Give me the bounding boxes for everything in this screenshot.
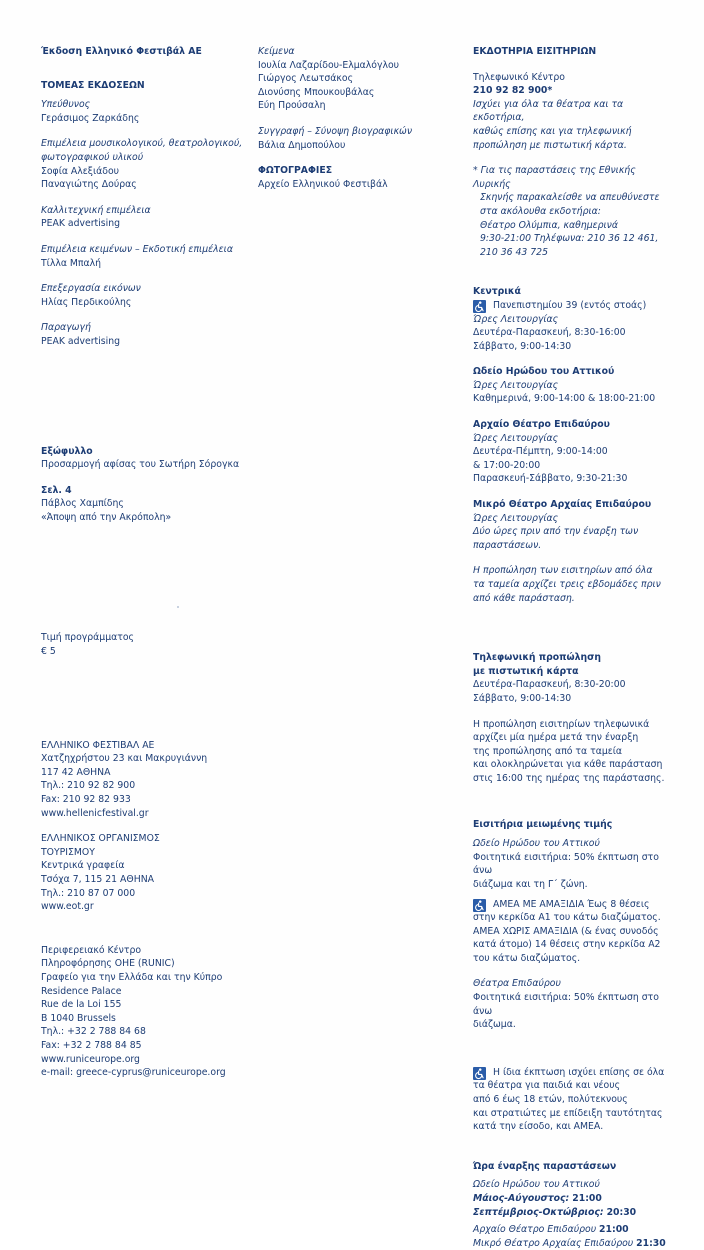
hours-line: Δευτέρα-Παρασκευή, 8:30-16:00 xyxy=(473,327,626,339)
venue-name: Ωδείο Ηρώδου του Αττικού xyxy=(473,838,600,850)
note-line: από κάθε παράσταση. xyxy=(473,592,575,604)
person-name: Παναγιώτης Δούρας xyxy=(41,179,137,191)
org-website[interactable]: www.hellenicfestival.gr xyxy=(41,807,149,819)
org-phone: Τηλ.: 210 92 82 900 xyxy=(41,780,136,792)
price-label: Τιμή προγράμματος xyxy=(41,632,135,644)
page-speck xyxy=(177,606,179,608)
venue-title: Κεντρικά xyxy=(473,286,521,298)
org-address-line: 117 42 ΑΘΗΝΑ xyxy=(41,766,111,778)
org-line: Πληροφόρησης ΟΗΕ (RUNIC) xyxy=(41,958,175,970)
note-line: τα ταμεία αρχίζει τρεις εβδομάδες πριν xyxy=(473,579,661,590)
hours-line: Καθημερινά, 9:00-14:00 & 18:00-21:00 xyxy=(473,393,656,405)
season-time: 20:30 xyxy=(606,1206,637,1218)
phone-presale-block xyxy=(473,651,673,705)
credit-block-editing xyxy=(41,243,246,270)
phone-center-block xyxy=(473,71,673,153)
start-time-row xyxy=(473,1237,673,1250)
page-reference-title: Σελ. 4 xyxy=(41,484,72,496)
season-label: Μάιος-Αύγουστος: xyxy=(473,1193,570,1204)
note-line: Θέατρο Ολύμπια, καθημερινά xyxy=(480,219,619,231)
discount-line: από 6 έως 18 ετών, πολύτεκνους xyxy=(473,1094,628,1106)
person-name: Γεράσιμος Ζαρκάδης xyxy=(41,112,140,124)
start-time-row xyxy=(473,1223,673,1237)
org-phone: Τηλ.: 210 87 07 000 xyxy=(41,887,136,899)
wheelchair-icon xyxy=(473,899,486,912)
cover-title: Εξώφυλλο xyxy=(41,445,93,457)
person-name: Ηλίας Περδικούλης xyxy=(41,296,132,308)
amea-line: κατά άτομο) 14 θέσεις στην κερκίδα Α2 xyxy=(473,939,661,951)
column-credits xyxy=(41,45,246,1092)
role-label-line2: φωτογραφικού υλικού xyxy=(41,151,144,163)
venue-name: Μικρό Θέατρο Αρχαίας Επιδαύρου xyxy=(473,1237,634,1249)
credit-block-material xyxy=(41,137,246,191)
credit-block-image-processing xyxy=(41,282,246,309)
role-label: Υπεύθυνος xyxy=(41,99,91,111)
cover-text: Προσαρμογή αφίσας του Σωτήρη Σόρογκα xyxy=(41,459,240,471)
person-name: Σοφία Αλεξιάδου xyxy=(41,165,120,177)
amea-block xyxy=(473,898,673,966)
credit-block-production xyxy=(41,321,246,348)
amea-row xyxy=(473,898,673,912)
org-name-line1: ΕΛΛΗΝΙΚΟΣ ΟΡΓΑΝΙΣΜΟΣ xyxy=(41,833,160,845)
note-line: Σκηνής παρακαλείσθε να απευθύνεστε xyxy=(480,192,660,204)
lyric-scene-note xyxy=(473,164,673,259)
texts-block xyxy=(258,45,448,113)
credit-block-art-direction xyxy=(41,204,246,231)
person-name: PEAK advertising xyxy=(41,335,120,347)
phone-center-number: 210 92 82 900* xyxy=(473,85,553,97)
texts-title: Κείμενα xyxy=(258,46,295,57)
cover-block xyxy=(41,445,246,472)
discount-line: διάζωμα και τη Γ΄ ζώνη. xyxy=(473,878,588,890)
start-time-row xyxy=(473,1206,673,1220)
reduced-price-section xyxy=(473,818,673,892)
discount-line: Φοιτητικά εισιτήρια: 50% έκπτωση στο άνω xyxy=(473,851,659,877)
venue-title: Αρχαίο Θέατρο Επιδαύρου xyxy=(473,419,610,431)
org-email[interactable]: e-mail: greece-cyprus@runiceurope.org xyxy=(41,1067,226,1079)
box-office-title: ΕΚΔΟΤΗΡΙΑ ΕΙΣΙΤΗΡΙΩΝ xyxy=(473,46,597,57)
photographs-title: ΦΩΤΟΓΡΑΦΙΕΣ xyxy=(258,165,333,177)
phone-note-line: Ισχύει για όλα τα θέατρα και τα εκδοτήρια, xyxy=(473,98,624,124)
hours-label: Ώρες Λειτουργίας xyxy=(473,313,559,325)
accessibility-row xyxy=(473,299,673,313)
hours-line: Δευτέρα-Πέμπτη, 9:00-14:00 xyxy=(473,446,608,458)
reduced-price-title: Εισιτήρια μειωμένης τιμής xyxy=(473,818,613,830)
venue-irodio xyxy=(473,365,673,406)
note-line: * Για τις παραστάσεις της Εθνικής Λυρικής xyxy=(473,165,636,190)
role-label: Παραγωγή xyxy=(41,322,91,334)
season-label: Σεπτέμβριος-Οκτώβριος: xyxy=(473,1206,604,1218)
phone-note-line: καθώς επίσης και για τηλεφωνική xyxy=(473,125,632,137)
text-author: Ιουλία Λαζαρίδου-Ελμαλόγλου xyxy=(258,59,400,71)
note-line: και ολοκληρώνεται για κάθε παράσταση xyxy=(473,759,663,771)
start-times-section xyxy=(473,1160,673,1250)
biographies-title: Συγγραφή – Σύνοψη βιογραφικών xyxy=(258,125,413,137)
hours-line: Δύο ώρες πριν από την έναρξη των xyxy=(473,526,639,538)
text-author: Διονύσης Μπουκουβάλας xyxy=(258,86,375,98)
photographs-block xyxy=(258,164,448,191)
venue-name: Θέατρα Επιδαύρου xyxy=(473,978,561,990)
role-label: Επιμέλεια κειμένων – Εκδοτική επιμέλεια xyxy=(41,243,233,255)
text-author: Εύη Προύσαλη xyxy=(258,100,326,112)
hours-line: παραστάσεων. xyxy=(473,539,542,551)
hours-line: Δευτέρα-Παρασκευή, 8:30-20:00 xyxy=(473,679,626,691)
amea-line: ΑΜΕΑ ΧΩΡΙΣ ΑΜΑΞΙΔΙΑ (& ένας συνοδός xyxy=(473,925,659,937)
hours-label: Ώρες Λειτουργίας xyxy=(473,512,559,524)
hours-line: Παρασκευή-Σάββατο, 9:30-21:30 xyxy=(473,473,628,485)
venue-title: Ωδείο Ηρώδου του Αττικού xyxy=(473,366,615,378)
reduced-epidavros-block xyxy=(473,977,673,1031)
venue-time: 21:30 xyxy=(636,1237,666,1249)
org-line: Περιφερειακό Κέντρο xyxy=(41,944,142,956)
note-line: Η προπώληση των εισιτηρίων από όλα xyxy=(473,565,653,577)
note-line: Η προπώληση εισιτηρίων τηλεφωνικά xyxy=(473,718,650,730)
phone-note-line: προπώληση με πιστωτική κάρτα. xyxy=(473,139,627,151)
org-fax: Fax: 210 92 82 933 xyxy=(41,794,131,806)
publisher-line: Έκδοση Ελληνικό Φεστιβάλ ΑΕ xyxy=(41,46,202,57)
discount-line: Η ίδια έκπτωση ισχύει επίσης σε όλα xyxy=(493,1066,665,1078)
org-line: Residence Palace xyxy=(41,985,122,997)
organization-tourism xyxy=(41,832,246,914)
phone-center-label: Τηλεφωνικό Κέντρο xyxy=(473,71,565,83)
biographies-block xyxy=(258,125,448,152)
org-address-line: Χατζηχρήστου 23 και Μακρυγιάννη xyxy=(41,753,208,765)
org-name: ΕΛΛΗΝΙΚΟ ΦΕΣΤΙΒΑΛ ΑΕ xyxy=(41,739,155,751)
biographies-author: Βάλια Δημοπούλου xyxy=(258,139,346,151)
role-label: Καλλιτεχνική επιμέλεια xyxy=(41,204,151,216)
price-value: € 5 xyxy=(41,646,56,658)
discount-line: Φοιτητικά εισιτήρια: 50% έκπτωση στο άνω xyxy=(473,992,659,1017)
hours-label: Ώρες Λειτουργίας xyxy=(473,432,559,444)
discount-line: τα θέατρα για παιδιά και νέους xyxy=(473,1080,621,1092)
note-line: στις 16:00 της ημέρας της παράστασης. xyxy=(473,772,665,784)
amea-line: ΑΜΕΑ ΜΕ ΑΜΑΞΙΔΙΑ Έως 8 θέσεις xyxy=(493,898,650,910)
venue-central xyxy=(473,285,673,353)
org-name-line2: ΤΟΥΡΙΣΜΟΥ xyxy=(41,846,95,858)
same-discount-block xyxy=(473,1066,673,1134)
hours-label: Ώρες Λειτουργίας xyxy=(473,379,559,391)
discount-line: διάζωμα. xyxy=(473,1019,516,1031)
discount-line: και στρατιώτες με επίδειξη ταυτότητας xyxy=(473,1107,663,1119)
venue-title: Μικρό Θέατρο Αρχαίας Επιδαύρου xyxy=(473,499,652,511)
discount-line: κατά την είσοδο, και ΑΜΕΑ. xyxy=(473,1121,604,1133)
text-author: Γιώργος Λεωτσάκος xyxy=(258,73,354,85)
page-reference-artist: Πάβλος Χαμπίδης xyxy=(41,498,124,510)
org-website[interactable]: www.eot.gr xyxy=(41,901,94,913)
note-line: αρχίζει μία ημέρα μετά την έναρξη xyxy=(473,732,639,744)
note-line: της προπώλησης από τα ταμεία xyxy=(473,745,623,757)
org-address-line: Τσόχα 7, 115 21 ΑΘΗΝΑ xyxy=(41,874,155,885)
page-reference-work: «Άποψη από την Ακρόπολη» xyxy=(41,511,172,523)
wheelchair-icon xyxy=(473,1067,486,1080)
venue-address: Πανεπιστημίου 39 (εντός στοάς) xyxy=(493,299,647,311)
phone-presale-note xyxy=(473,718,673,786)
venue-name: Ωδείο Ηρώδου του Αττικού xyxy=(473,1179,600,1191)
amea-line: του κάτω διαζώματος. xyxy=(473,952,581,964)
org-line: Rue de la Loi 155 xyxy=(41,999,122,1011)
hours-line: & 17:00-20:00 xyxy=(473,459,541,471)
season-time: 21:00 xyxy=(572,1193,602,1204)
org-office: Κεντρικά γραφεία xyxy=(41,860,125,872)
credit-block-responsible xyxy=(41,98,246,125)
presale-note xyxy=(473,564,673,605)
photographs-source: Αρχείο Ελληνικού Φεστιβάλ xyxy=(258,178,388,190)
person-name: Τίλλα Μπαλή xyxy=(41,257,102,269)
phone-presale-title-line2: με πιστωτική κάρτα xyxy=(473,665,579,677)
note-line: 9:30-21:00 Τηλέφωνα: 210 36 12 461, xyxy=(480,233,659,245)
column-box-office xyxy=(473,45,673,1250)
venue-name: Αρχαίο Θέατρο Επιδαύρου xyxy=(473,1224,597,1236)
start-time-row xyxy=(473,1192,673,1206)
page-reference-block xyxy=(41,484,246,525)
same-discount-row xyxy=(473,1066,673,1080)
role-label: Επεξεργασία εικόνων xyxy=(41,283,141,295)
note-line: 210 36 43 725 xyxy=(480,246,549,258)
hours-line: Σάββατο, 9:00-14:30 xyxy=(473,340,572,352)
org-line: B 1040 Brussels xyxy=(41,1012,116,1024)
hours-line: Σάββατο, 9:00-14:30 xyxy=(473,692,572,704)
phone-presale-title-line1: Τηλεφωνική προπώληση xyxy=(473,652,601,664)
amea-line: στην κερκίδα Α1 του κάτω διαζώματος. xyxy=(473,912,661,924)
person-name: PEAK advertising xyxy=(41,218,120,230)
note-line: στα ακόλουθα εκδοτήρια: xyxy=(480,205,601,217)
venue-time: 21:00 xyxy=(599,1224,629,1236)
department-title: ΤΟΜΕΑΣ ΕΚΔΟΣΕΩΝ xyxy=(41,79,145,91)
role-label-line1: Επιμέλεια μουσικολογικού, θεατρολογικού, xyxy=(41,138,243,150)
column-texts xyxy=(258,45,448,203)
organization-festival xyxy=(41,739,246,821)
org-line: Γραφείο για την Ελλάδα και την Κύπρο xyxy=(41,971,223,983)
wheelchair-icon xyxy=(473,300,486,313)
venue-epidavros xyxy=(473,418,673,486)
org-phone: Τηλ.: +32 2 788 84 68 xyxy=(41,1026,146,1038)
org-fax: Fax: +32 2 788 84 85 xyxy=(41,1039,142,1051)
org-website[interactable]: www.runiceurope.org xyxy=(41,1053,140,1065)
price-block xyxy=(41,631,246,658)
venue-mikro-epidavros xyxy=(473,498,673,552)
start-times-title: Ώρα έναρξης παραστάσεων xyxy=(473,1160,617,1172)
organization-runic xyxy=(41,944,246,1080)
